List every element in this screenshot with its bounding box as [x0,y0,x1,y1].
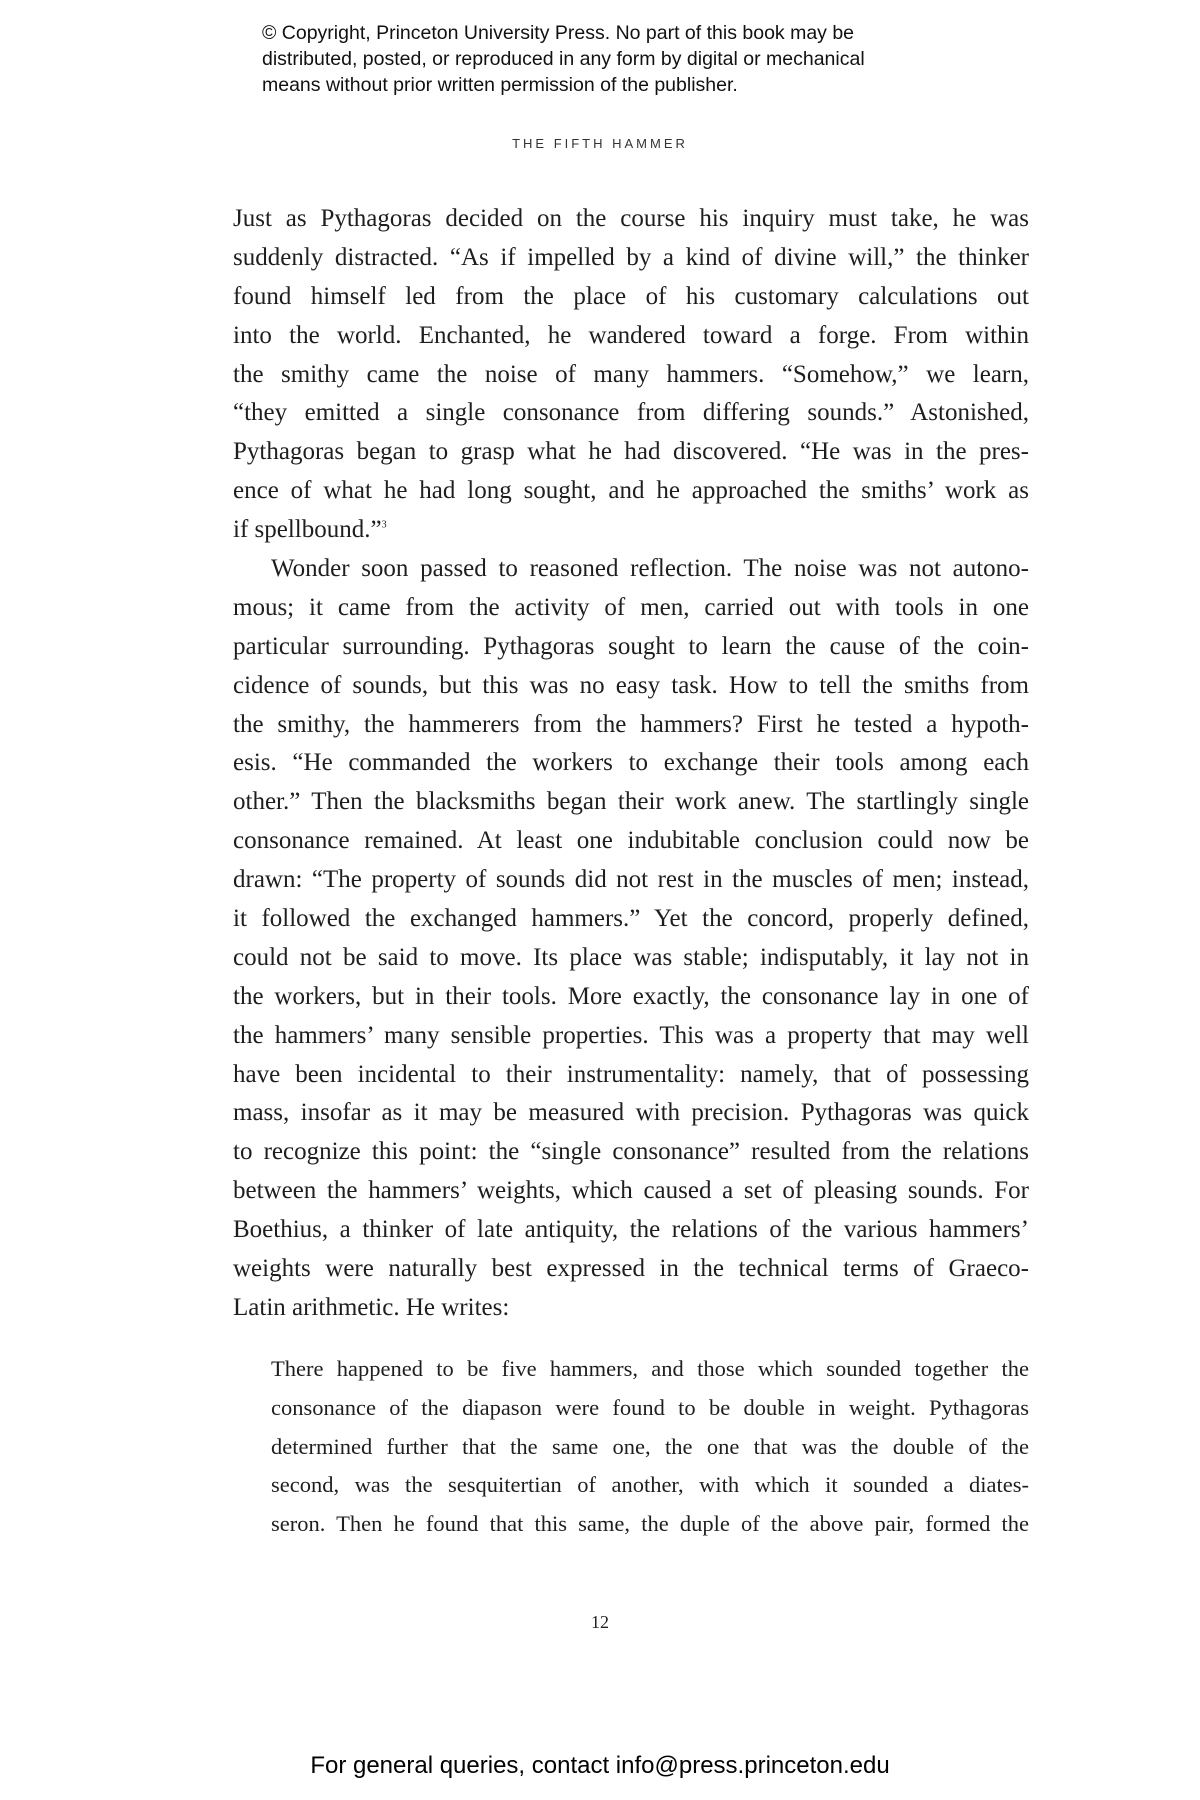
text-line: other.” Then the blacksmiths began their work anew. The startlingly single [233,788,1029,816]
quote-line: second, was the sesquitertian of another, with which it sounded a diates- [271,1472,1029,1498]
text-line-last [233,511,1029,550]
text-line: mass, insofar as it may be measured with precision. Pythagoras was quick [233,1099,1029,1127]
text-line: the hammers’ many sensible properties. This was a property that may well [233,1021,1029,1049]
text-line: the smithy came the noise of many hammers. “Somehow,” we learn, [233,360,1029,388]
text-line: into the world. Enchanted, he wandered toward a forge. From within [233,321,1029,349]
text-line: Wonder soon passed to reasoned reflection. The noise was not autono- [271,555,1029,583]
text-line: ence of what he had long sought, and he approached the smiths’ work as [233,477,1029,505]
text-line: cidence of sounds, but this was no easy task. How to tell the smiths from [233,671,1029,699]
running-head: THE FIFTH HAMMER [512,136,688,151]
text-line: “they emitted a single consonance from differing sounds.” Astonished, [233,399,1029,427]
text-line: Latin arithmetic. He writes: [233,1293,510,1321]
text-line: weights were naturally best expressed in the technical terms of Graeco- [233,1255,1029,1283]
paragraph-1 [233,200,1029,550]
text-line: mous; it came from the activity of men, carried out with tools in one [233,593,1029,621]
text-line: it followed the exchanged hammers.” Yet the concord, properly defined, [233,905,1029,933]
paragraph-2 [233,550,1029,1328]
text-line: found himself led from the place of his customary calculations out [233,282,1029,310]
text-line: Boethius, a thinker of late antiquity, the relations of the various hammers’ [233,1216,1029,1244]
text-line: particular surrounding. Pythagoras sought to learn the cause of the coin- [233,632,1029,660]
copyright-line: means without prior written permission of the publisher. [262,74,738,96]
copyright-line: © Copyright, Princeton University Press. No part of this book may be [262,22,855,44]
page-number: 12 [591,1612,609,1632]
quote-line: There happened to be five hammers, and those which sounded together the [271,1356,1029,1381]
text-line: consonance remained. At least one indubitable conclusion could now be [233,827,1029,855]
block-quote [271,1350,1029,1544]
text-line: the workers, but in their tools. More exactly, the consonance lay in one of [233,982,1029,1010]
copyright-line: distributed, posted, or reproduced in any form by digital or mechanical [262,48,865,70]
text-line: have been incidental to their instrumentality: namely, that of possessing [233,1060,1029,1088]
text-line: Pythagoras began to grasp what he had discovered. “He was in the pres- [233,438,1029,466]
footer-contact: For general queries, contact info@press.princeton.edu [310,1752,890,1779]
text-line: esis. “He commanded the workers to exchange their tools among each [233,749,1029,777]
text-line: could not be said to move. Its place was stable; indisputably, it lay not in [233,943,1029,971]
text-line: suddenly distracted. “As if impelled by a kind of divine will,” the thinker [233,243,1029,271]
footnote-marker[interactable]: 3 [381,519,387,531]
quote-line: seron. Then he found that this same, the duple of the above pair, formed the [271,1511,1029,1537]
body-text [233,200,1029,1328]
quote-line: consonance of the diapason were found to be double in weight. Pythagoras [271,1394,1029,1420]
copyright-notice [262,20,1022,98]
text-line: drawn: “The property of sounds did not rest in the muscles of men; instead, [233,866,1029,894]
text-line-content: if spellbound.” [233,516,382,544]
text-line: Just as Pythagoras decided on the course his inquiry must take, he was [233,205,1029,232]
text-line: between the hammers’ weights, which caused a set of pleasing sounds. For [233,1177,1029,1205]
text-line: the smithy, the hammerers from the hammers? First he tested a hypoth- [233,710,1029,738]
text-line: to recognize this point: the “single consonance” resulted from the relations [233,1138,1029,1166]
quote-line: determined further that the same one, the one that was the double of the [271,1433,1029,1459]
